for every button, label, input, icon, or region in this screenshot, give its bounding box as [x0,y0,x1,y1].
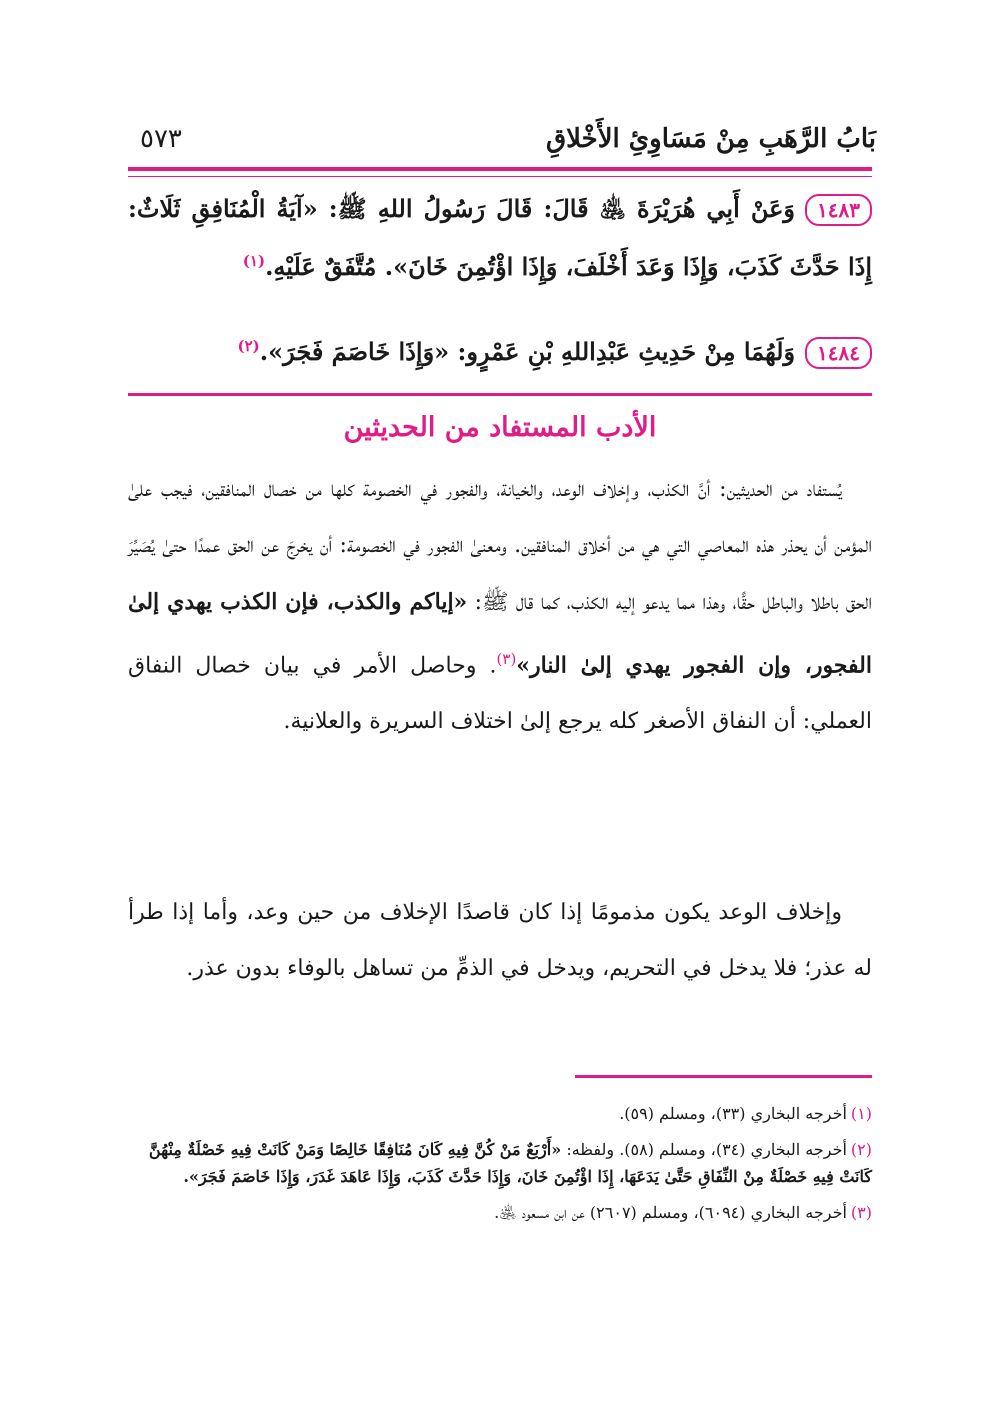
hadith-1483 [128,183,872,293]
page-header [128,118,876,162]
paragraph-2 [128,885,872,997]
hadith-number: ١٤٨٤ [805,337,872,369]
footnote-number: (٣) [850,1203,872,1222]
page-number: ٥٧٣ [140,124,182,154]
chapter-title: بَابُ الرَّهَبِ مِنْ مَسَاوِئِ الأَخْلاقِ [545,124,876,154]
footnote-quote: «أَرْبَعٌ مَنْ كُنَّ فِيهِ كَانَ مُنَافِقًا خَالِصًا وَمَنْ كَانَتْ فِيهِ خَصْلَةٌ مِنْهُنَّ كَانَتْ فِيهِ خَصْلَةٌ مِنْ النِّفَاقِ حَتَّىٰ يَدَعَهَا، إِذَا اؤْتُمِنَ خَانَ، وَإِذَا حَدَّثَ كَذَبَ، وَإِذَا عَاهَدَ غَدَرَ، وَإِذَا خَاصَمَ فَجَرَ». [148,1140,872,1186]
footnote-text: أخرجه البخاري (٣٣)، ومسلم (٥٩). [619,1104,847,1123]
footnote-text: أخرجه البخاري (٦٠٩٤)، ومسلم (٢٦٠٧) عن ابن مسعود ﵁. [494,1203,847,1222]
footnote-3 [128,1199,872,1226]
hadith-text: وَلَهُمَا مِنْ حَدِيثِ عَبْدِاللهِ بْنِ عَمْرٍو: «وَإِذَا خَاصَمَ فَجَرَ». [259,337,796,366]
hadith-number: ١٤٨٣ [805,194,872,226]
paragraph-text-after: . وحاصل الأمر في بيان خصال النفاق العملي: أن النفاق الأصغر كله يرجع إلىٰ اختلاف السريرة والعلانية. [128,653,872,735]
hadith-text: وَعَنْ أَبِي هُرَيْرَةَ ﵁ قَالَ: قَالَ رَسُولُ اللهِ ﷺ: «آيَةُ الْمُنَافِقِ ثَلَاثٌ: إِذَا حَدَّثَ كَذَبَ، وَإِذَا وَعَدَ أَخْلَفَ، وَإِذَا اؤْتُمِنَ خَانَ». مُتَّفَقٌ عَلَيْهِ. [128,194,872,281]
section-title: الأدب المستفاد من الحديثين [343,412,657,443]
footnote-2 [128,1136,872,1190]
footnote-ref[interactable]: (٢) [237,337,260,355]
footnote-text: أخرجه البخاري (٣٤)، ومسلم (٥٨). ولفظه: [561,1140,847,1159]
footnote-divider [575,1075,872,1078]
footnote-number: (١) [850,1104,872,1123]
footnote-ref[interactable]: (١) [242,252,266,270]
footnote-number: (٢) [850,1140,872,1159]
paragraph-1 [128,462,872,750]
header-double-rule [128,167,872,177]
hadith-1484 [128,320,872,378]
hadith-quote: «إياكم والكذب، فإن الكذب يهدي إلىٰ الفجور، وإن الفجور يهدي إلىٰ النار» [128,589,872,679]
paragraph-text: يُستفاد من الحديثين: أنَّ الكذب، وإخلاف الوعد، والخيانة، والفجور في الخصومة كلها من خصال المنافقين، فيجب علىٰ المؤمن أن يحذر هذه المعاصي التي هي من أخلاق المنافقين. ومعنىٰ الفجور في الخصومة: أن يخرجَ عن الحق عمدًا حتىٰ يُصَيِّرَ الحق باطلا والباطل حقًّا، وهذا مما يدعو إليه الكذب، كما قال ﷺ: [128,477,872,615]
footnotes [128,1100,872,1235]
footnote-1 [128,1100,872,1127]
paragraph-text: وإخلاف الوعد يكون مذمومًا إذا كان قاصدًا الإخلاف من حين وعد، وأما إذا طرأ له عذر؛ فلا يدخل في التحريم، ويدخل في الذمِّ من تساهل بالوفاء بدون عذر. [128,900,872,981]
footnote-ref[interactable]: (٣) [496,650,517,668]
section-divider [128,393,872,396]
